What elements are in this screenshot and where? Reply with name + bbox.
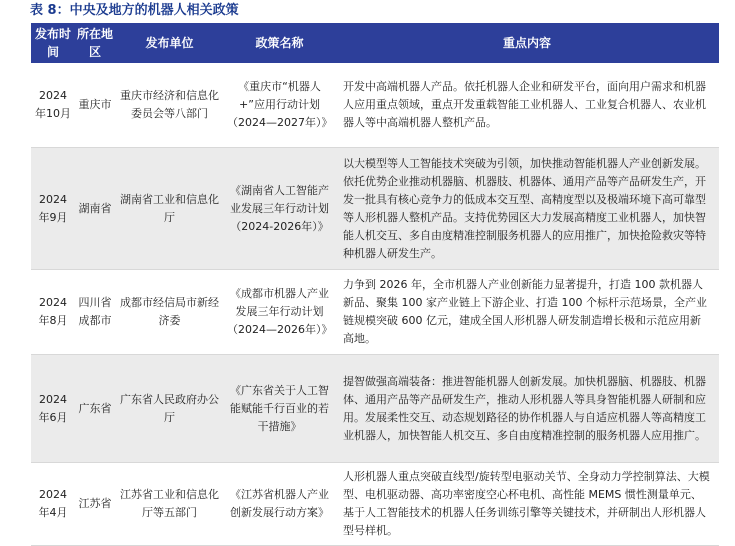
- cell-content: 人形机器人重点突破直线型/旋转型电驱动关节、全身动力学控制算法、大模型、电机驱动器、高功率密度空心杯电机、高性能 MEMS 惯性测量单元、基于人工智能技术的机器人任务训练引擎等关键技术，并研制出人形机器人型号样机。: [335, 463, 719, 546]
- cell-issuer: 重庆市经济和信息化委员会等八部门: [115, 63, 224, 148]
- cell-time: 2024年8月: [31, 270, 75, 355]
- cell-policy: 《成都市机器人产业发展三年行动计划（2024—2026年）》: [224, 270, 335, 355]
- cell-region: 湖南省: [75, 148, 115, 270]
- cell-region: 重庆市: [75, 63, 115, 148]
- cell-time: 2024年9月: [31, 148, 75, 270]
- cell-policy: 《江苏省机器人产业创新发展行动方案》: [224, 463, 335, 546]
- table-row: [31, 63, 719, 148]
- cell-content: 开发中高端机器人产品。依托机器人企业和研发平台，面向用户需求和机器人应用重点领域，重点开发重载智能工业机器人、工业复合机器人、农业机器人等中高端机器人整机产品。: [335, 63, 719, 148]
- cell-content: 力争到 2026 年，全市机器人产业创新能力显著提升，打造 100 款机器人新品、聚集 100 家产业链上下游企业、打造 100 个标杆示范场景，全产业链规模突破 600 亿元，建成全国人形机器人研发制造增长极和示范应用新高地。: [335, 270, 719, 355]
- table-header-row: [31, 23, 719, 63]
- table-row: [31, 355, 719, 463]
- cell-time: 2024年10月: [31, 63, 75, 148]
- policy-table: [31, 23, 719, 546]
- cell-issuer: 湖南省工业和信息化厅: [115, 148, 224, 270]
- cell-policy: 《湖南省人工智能产业发展三年行动计划（2024-2026年）》: [224, 148, 335, 270]
- header-time: 发布时间: [31, 23, 75, 63]
- cell-issuer: 成都市经信局市新经济委: [115, 270, 224, 355]
- cell-region: 江苏省: [75, 463, 115, 546]
- cell-time: 2024年6月: [31, 355, 75, 463]
- cell-region: 四川省成都市: [75, 270, 115, 355]
- header-issuer: 发布单位: [115, 23, 224, 63]
- header-policy: 政策名称: [224, 23, 335, 63]
- cell-policy: 《广东省关于人工智能赋能千行百业的若干措施》: [224, 355, 335, 463]
- cell-region: 广东省: [75, 355, 115, 463]
- header-content: 重点内容: [335, 23, 719, 63]
- cell-issuer: 广东省人民政府办公厅: [115, 355, 224, 463]
- cell-issuer: 江苏省工业和信息化厅等五部门: [115, 463, 224, 546]
- cell-time: 2024年4月: [31, 463, 75, 546]
- table-row: [31, 270, 719, 355]
- table-caption: 表 8：中央及地方的机器人相关政策: [30, 3, 239, 18]
- table-row: [31, 148, 719, 270]
- cell-policy: 《重庆市“机器人+”应用行动计划（2024—2027年）》: [224, 63, 335, 148]
- header-region: 所在地区: [75, 23, 115, 63]
- table-row: [31, 463, 719, 546]
- cell-content: 提智做强高端装备：推进智能机器人创新发展。加快机器脑、机器肢、机器体、通用产品等产品研发生产，推动人形机器人等具身智能机器人研制和应用。发展柔性交互、动态规划路径的协作机器人与自适应机器人等高精度工业机器人，加快智能人机交互、多自由度精准控制的服务机器人应用推广。: [335, 355, 719, 463]
- cell-content: 以大模型等人工智能技术突破为引领，加快推动智能机器人产业创新发展。依托优势企业推动机器脑、机器肢、机器体、通用产品等产品研发生产，开发一批具有核心竞争力的低成本交互型、高精度型以及极端环境下高可靠型等人形机器人整机产品。支持优势园区大力发展高精度工业机器人，加快智能人机交互、多自由度精准控制服务机器人的应用推广，加快抢险救灾等特种机器人研发生产。: [335, 148, 719, 270]
